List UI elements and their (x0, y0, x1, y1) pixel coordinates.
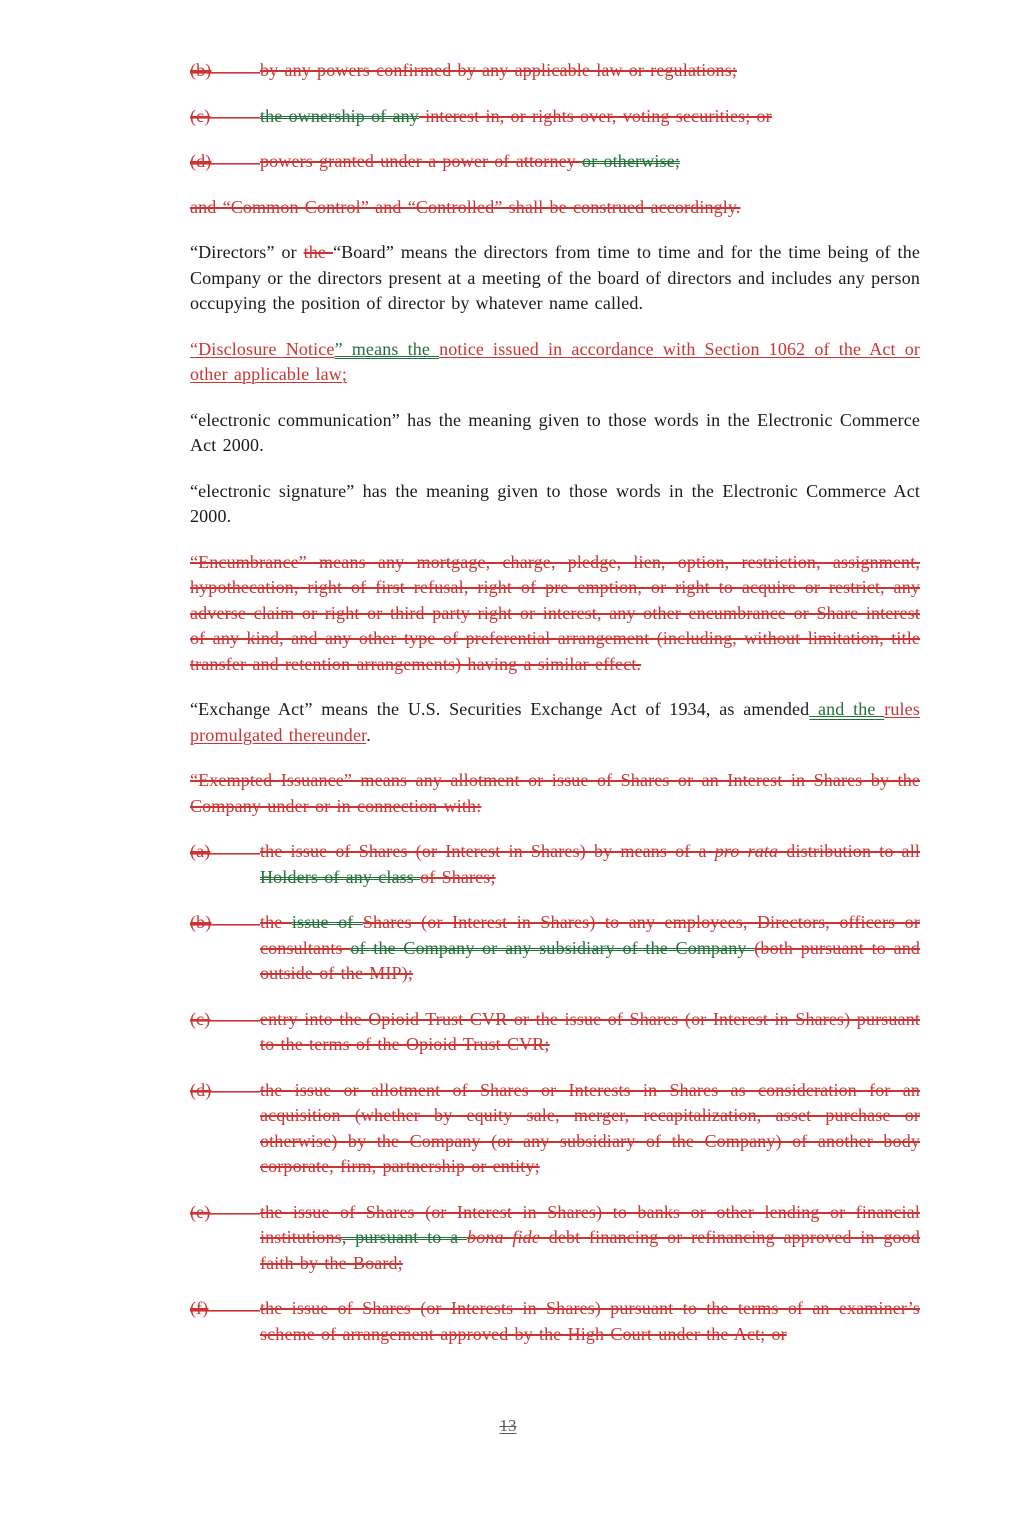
text-segment-ins: rules promulgated thereunder (190, 699, 920, 745)
text-segment-del: (both pursuant to and outside of the MIP); (260, 937, 921, 983)
text-segment-del: distribution to all (778, 841, 921, 861)
page-number: 13 (499, 1416, 517, 1435)
list-item (190, 1078, 920, 1180)
paragraph (190, 550, 920, 678)
paragraph (190, 479, 920, 530)
list-item-label: (d) (190, 1078, 260, 1104)
page-footer (0, 1414, 1016, 1438)
text-segment-ins2: ” means the (334, 338, 440, 359)
paragraph (190, 768, 920, 819)
text-segment-del: and “Common Control” and “Controlled” shall be construed accordingly. (190, 196, 741, 217)
list-item-label: (a) (190, 839, 260, 865)
text-segment-black: “Directors” or (190, 242, 304, 262)
list-item (190, 104, 920, 130)
text-segment-black: . (366, 724, 371, 745)
text-segment-del: Shares (or Interest in Shares) to any employees, Directors, officers or consultants (260, 912, 920, 958)
paragraph (190, 240, 920, 317)
text-segment-del2: or otherwise; (582, 151, 680, 171)
text-segment-black: “Exchange Act” means the U.S. Securities Exchange Act of 1934, as amended (190, 699, 810, 719)
text-segment-del: entry into the Opioid Trust CVR or the issue of Shares (or Interest in Shares) pursuant to the terms of the Opioid Trust CVR; (260, 1008, 920, 1054)
text-segment-del: by any powers confirmed by any applicable law or regulations; (260, 60, 738, 80)
text-segment-del: the (260, 912, 292, 932)
paragraph (190, 337, 920, 388)
text-segment-del2: , pursuant to a (341, 1227, 468, 1247)
list-item (190, 910, 920, 987)
paragraph (190, 195, 920, 221)
text-segment-ins: notice issued in accordance with Section 1062 of the Act or other applicable law; (190, 338, 921, 384)
list-item-label: (b) (190, 910, 260, 936)
text-segment-black: “electronic communication” has the meaning given to those words in the Electronic Commerce Act 2000. (190, 409, 920, 455)
list-item-label: (e) (190, 1200, 260, 1226)
text-segment-del: the issue or allotment of Shares or Interests in Shares as consideration for an acquisition (whether by equity sale, merger, recapitalization, asset purchase or otherwise) by the Company (or any subsidiary of the Company) of another body corporate, firm, partnership or entity; (260, 1079, 920, 1176)
list-item (190, 839, 920, 890)
list-item (190, 1200, 920, 1277)
text-segment-black: “electronic signature” has the meaning given to those words in the Electronic Commerce Act 2000. (190, 480, 920, 526)
list-item-label: (c) (190, 104, 260, 130)
list-item (190, 1007, 920, 1058)
text-segment-del: “Encumbrance” means any mortgage, charge, pledge, lien, option, restriction, assignment, hypothecation, right of first refusal, right of pre emption, or right to acquire or restrict, any adverse claim or right or third party right or interest, any other encumbrance or Share interest of any kind, and any other type of preferential arrangement (including, without limitation, title transfer and retention arrangements) having a similar effect. (190, 551, 920, 674)
list-item-label: (b) (190, 58, 260, 84)
text-segment-del: interest in, or rights over, voting securities; or (418, 105, 772, 126)
list-item (190, 58, 920, 84)
text-segment-del2: Holders of any class (260, 866, 421, 887)
paragraph (190, 408, 920, 459)
text-segment-del2: issue of (291, 912, 363, 932)
text-segment-del: powers granted under a power of attorney (260, 151, 583, 171)
text-segment-del: “Exempted Issuance” means any allotment or issue of Shares or an Interest in Shares by the Company under or in connection with: (190, 770, 920, 816)
text-segment-del: the issue of Shares (or Interest in Shares) to banks or other lending or financial institutions (260, 1201, 920, 1247)
paragraph (190, 697, 920, 748)
text-segment-ins2: and the (809, 699, 885, 719)
text-segment-del: bona fide (467, 1227, 540, 1247)
text-segment-ins: “Disclosure Notice (190, 338, 335, 359)
list-item (190, 149, 920, 175)
text-segment-del: of Shares; (420, 866, 496, 887)
list-item-label: (f) (190, 1296, 260, 1322)
list-item-label: (d) (190, 149, 260, 175)
text-segment-del: the issue of Shares (or Interest in Shares) by means of a (260, 841, 715, 861)
document-body (190, 58, 920, 1367)
text-segment-del: debt financing or refinancing approved in good faith by the Board; (260, 1227, 920, 1273)
list-item-label: (c) (190, 1007, 260, 1033)
text-segment-del: the issue of Shares (or Interests in Shares) pursuant to the terms of an examiner’s scheme of arrangement approved by the High Court under the Act; or (260, 1298, 920, 1344)
text-segment-black: “Board” means the directors from time to time and for the time being of the Company or the directors present at a meeting of the board of directors and includes any person occupying the position of director by whatever name called. (190, 242, 920, 313)
text-segment-del: pro rata (714, 841, 779, 861)
text-segment-del2: the ownership of any (260, 105, 419, 126)
list-item (190, 1296, 920, 1347)
text-segment-del2: of the Company or any subsidiary of the Company (350, 937, 755, 958)
text-segment-del: the (303, 242, 333, 262)
